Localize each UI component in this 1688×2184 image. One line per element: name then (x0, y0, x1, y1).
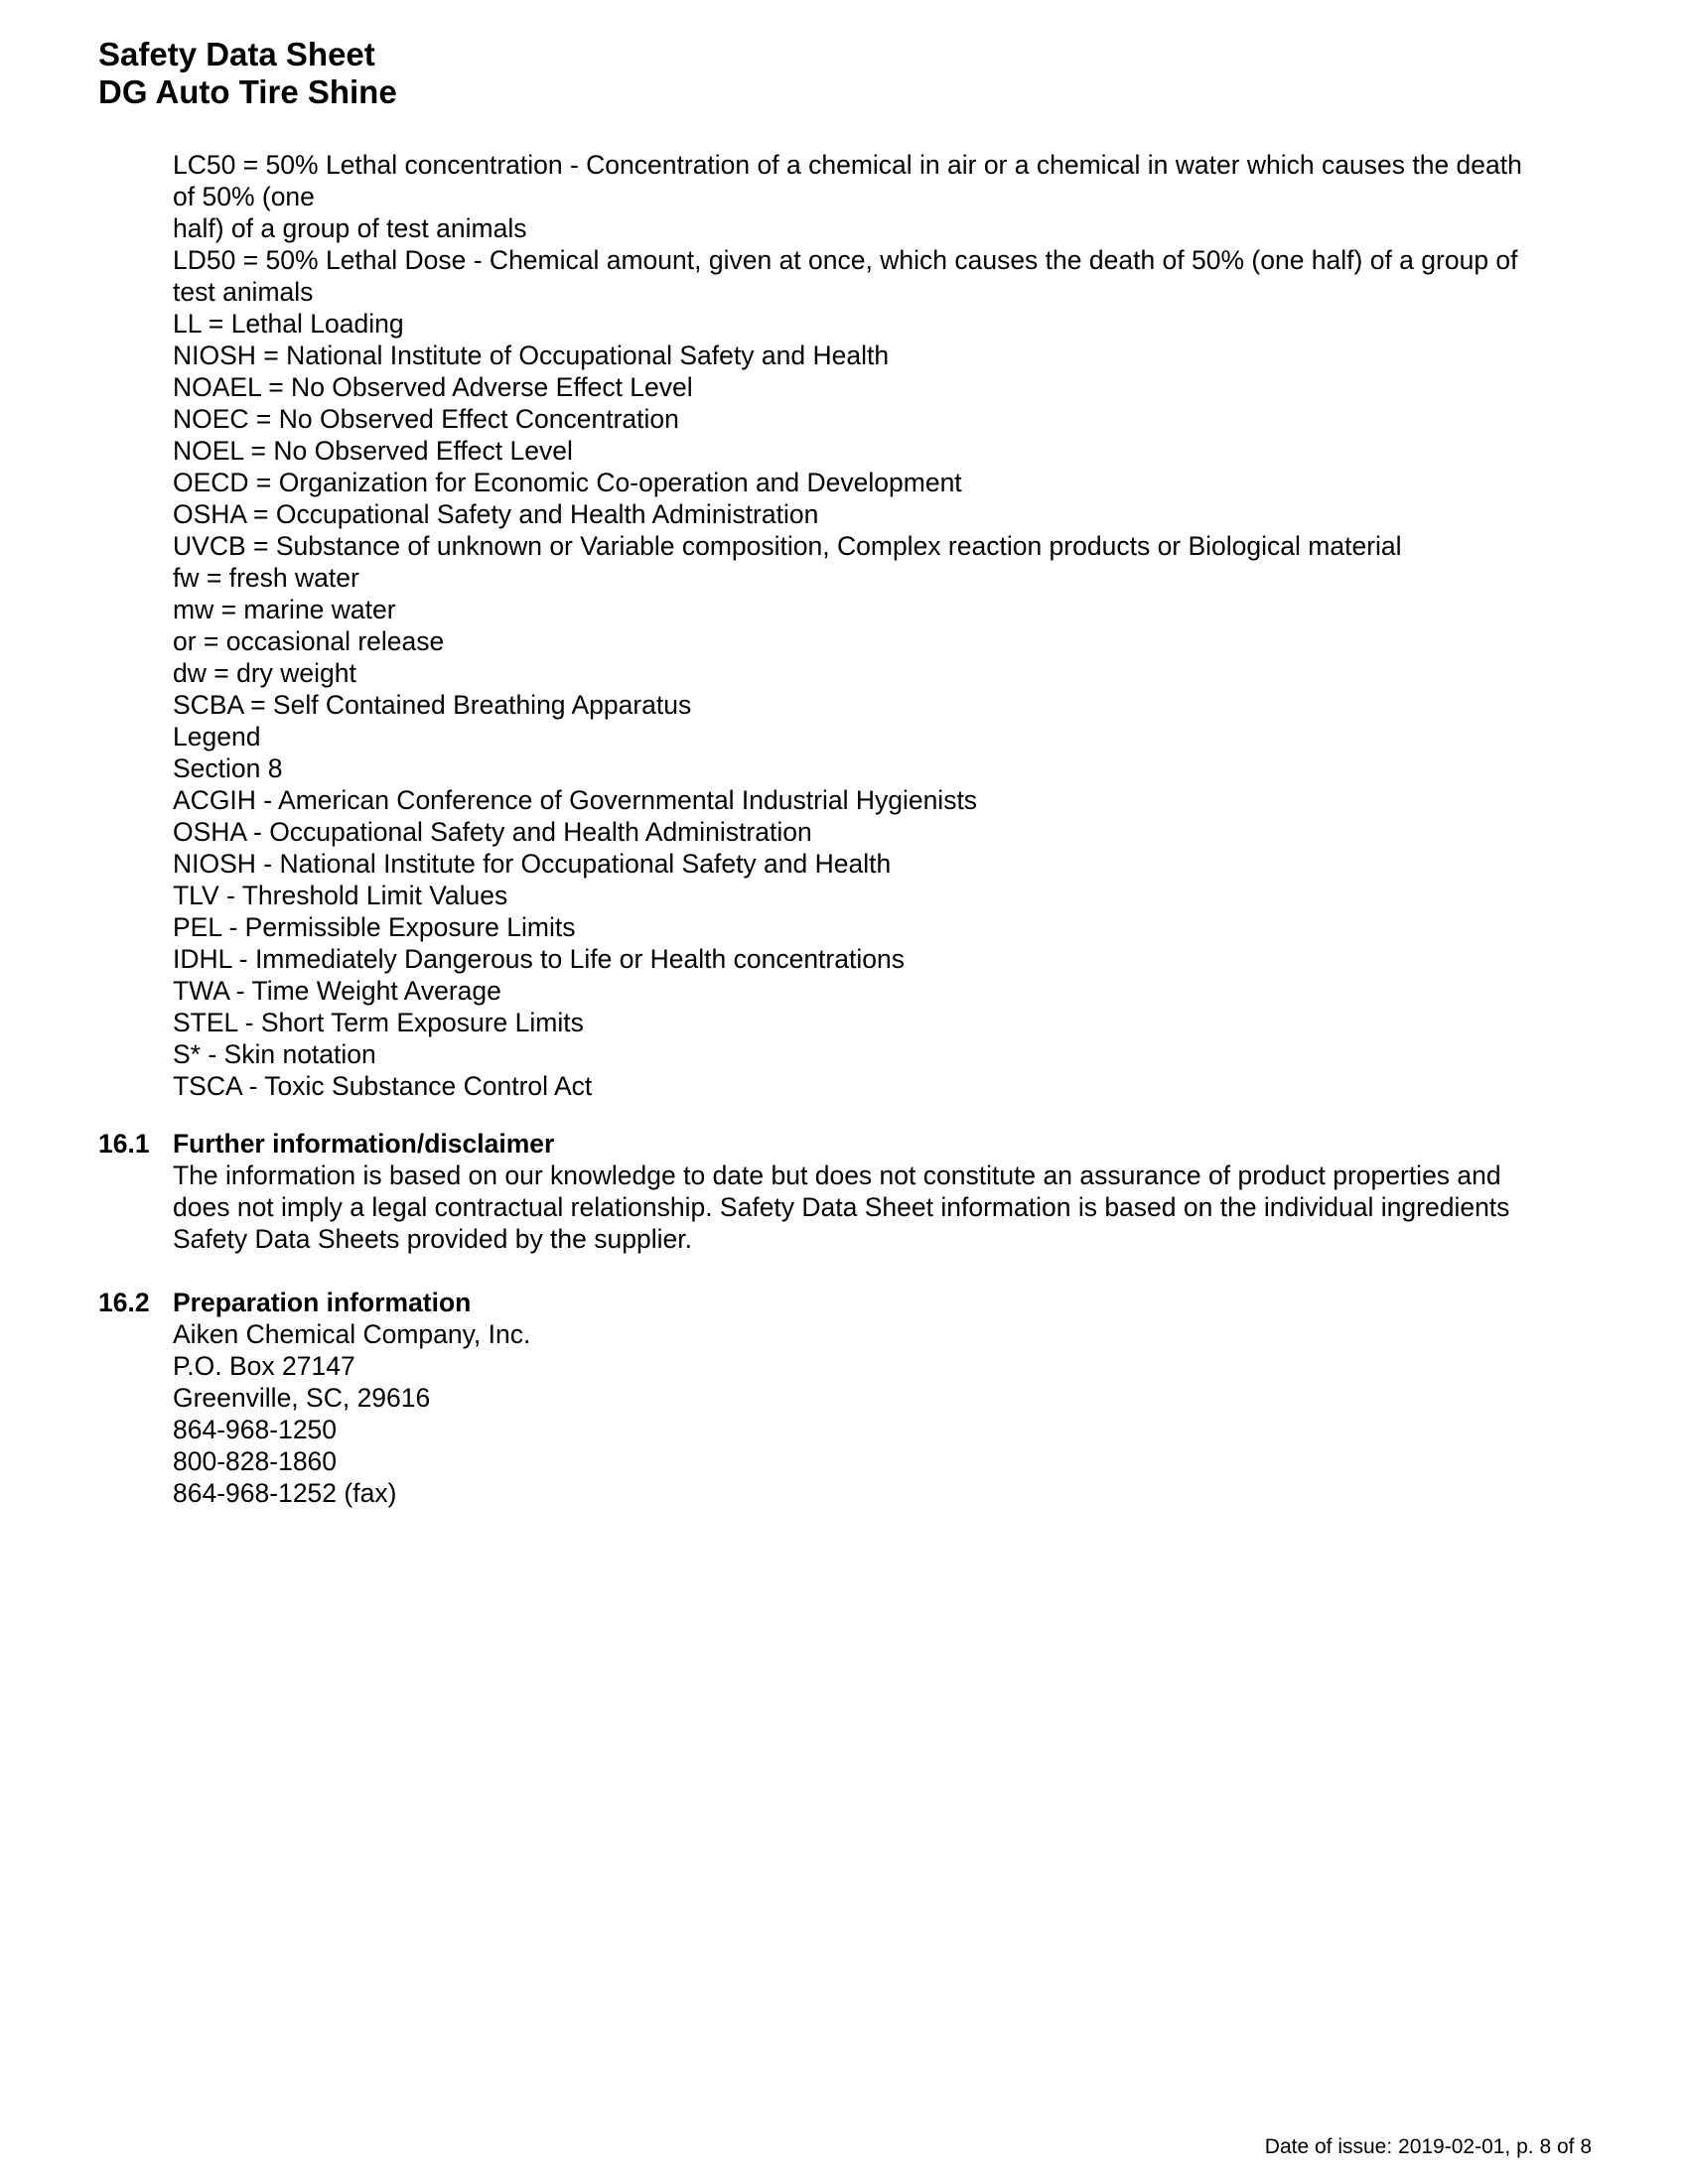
preparer-address (173, 1318, 1593, 1509)
disclaimer-text (173, 1160, 1593, 1255)
section-heading (98, 1287, 1593, 1318)
disclaimer-line: Safety Data Sheets provided by the supplier. (173, 1224, 692, 1254)
abbreviation-line: IDHL - Immediately Dangerous to Life or Health concentrations (173, 944, 905, 974)
section-number: 16.2 (98, 1288, 150, 1317)
disclaimer-line: does not imply a legal contractual relationship. Safety Data Sheet information is based on the individual ingredients (173, 1192, 1510, 1222)
legend-heading: Legend (173, 722, 261, 751)
abbreviation-line: OECD = Organization for Economic Co-operation and Development (173, 468, 962, 497)
po-box: P.O. Box 27147 (173, 1351, 355, 1381)
abbreviation-line: NOAEL = No Observed Adverse Effect Level (173, 372, 693, 402)
abbreviation-line: NIOSH - National Institute for Occupational Safety and Health (173, 849, 892, 879)
legend-section-label: Section 8 (173, 753, 283, 783)
abbreviation-line: NIOSH = National Institute of Occupational Safety and Health (173, 341, 890, 370)
company-name: Aiken Chemical Company, Inc. (173, 1319, 531, 1349)
abbreviation-list (173, 149, 1593, 1102)
abbreviation-line: test animals (173, 277, 314, 307)
abbreviation-line: SCBA = Self Contained Breathing Apparatus (173, 690, 692, 720)
phone-number: 864-968-1250 (173, 1415, 338, 1444)
abbreviation-line: LL = Lethal Loading (173, 309, 404, 339)
abbreviation-line: dw = dry weight (173, 658, 356, 688)
section-heading (98, 1128, 1593, 1160)
abbreviation-line: LD50 = 50% Lethal Dose - Chemical amount, given at once, which causes the death of 50% (one half) of a group of (173, 245, 1518, 275)
abbreviation-line: half) of a group of test animals (173, 213, 527, 243)
page-footer: Date of issue: 2019-02-01, p. 8 of 8 (1264, 2135, 1592, 2158)
abbreviation-line: of 50% (one (173, 182, 315, 211)
abbreviation-line: STEL - Short Term Exposure Limits (173, 1008, 584, 1037)
fax-number: 864-968-1252 (fax) (173, 1478, 397, 1508)
abbreviation-line: OSHA = Occupational Safety and Health Administration (173, 499, 819, 529)
disclaimer-line: The information is based on our knowledge to date but does not constitute an assurance of product properties and (173, 1160, 1501, 1190)
abbreviation-line: PEL - Permissible Exposure Limits (173, 912, 576, 942)
section-number: 16.1 (98, 1129, 150, 1159)
section-title: Preparation information (173, 1288, 472, 1317)
abbreviation-line: or = occasional release (173, 626, 445, 656)
section-further-information (98, 1128, 1593, 1255)
abbreviation-line: UVCB = Substance of unknown or Variable composition, Complex reaction products or Biological material (173, 531, 1402, 561)
phone-number: 800-828-1860 (173, 1446, 338, 1476)
abbreviation-line: S* - Skin notation (173, 1039, 376, 1069)
city-state-zip: Greenville, SC, 29616 (173, 1383, 431, 1413)
document-title: Safety Data Sheet (98, 36, 375, 72)
abbreviation-line: mw = marine water (173, 595, 396, 624)
product-name: DG Auto Tire Shine (98, 73, 397, 110)
abbreviation-line: OSHA - Occupational Safety and Health Administration (173, 817, 812, 847)
abbreviation-line: TLV - Threshold Limit Values (173, 881, 508, 910)
abbreviation-line: LC50 = 50% Lethal concentration - Concentration of a chemical in air or a chemical in water which causes the death (173, 150, 1522, 180)
abbreviation-line: NOEC = No Observed Effect Concentration (173, 404, 679, 434)
section-title: Further information/disclaimer (173, 1129, 555, 1159)
document-header (98, 36, 397, 111)
abbreviation-line: NOEL = No Observed Effect Level (173, 436, 573, 466)
abbreviation-line: fw = fresh water (173, 563, 359, 593)
abbreviation-line: TSCA - Toxic Substance Control Act (173, 1071, 593, 1101)
abbreviation-line: ACGIH - American Conference of Governmental Industrial Hygienists (173, 785, 978, 815)
section-preparation-information (98, 1287, 1593, 1509)
abbreviation-line: TWA - Time Weight Average (173, 976, 501, 1006)
